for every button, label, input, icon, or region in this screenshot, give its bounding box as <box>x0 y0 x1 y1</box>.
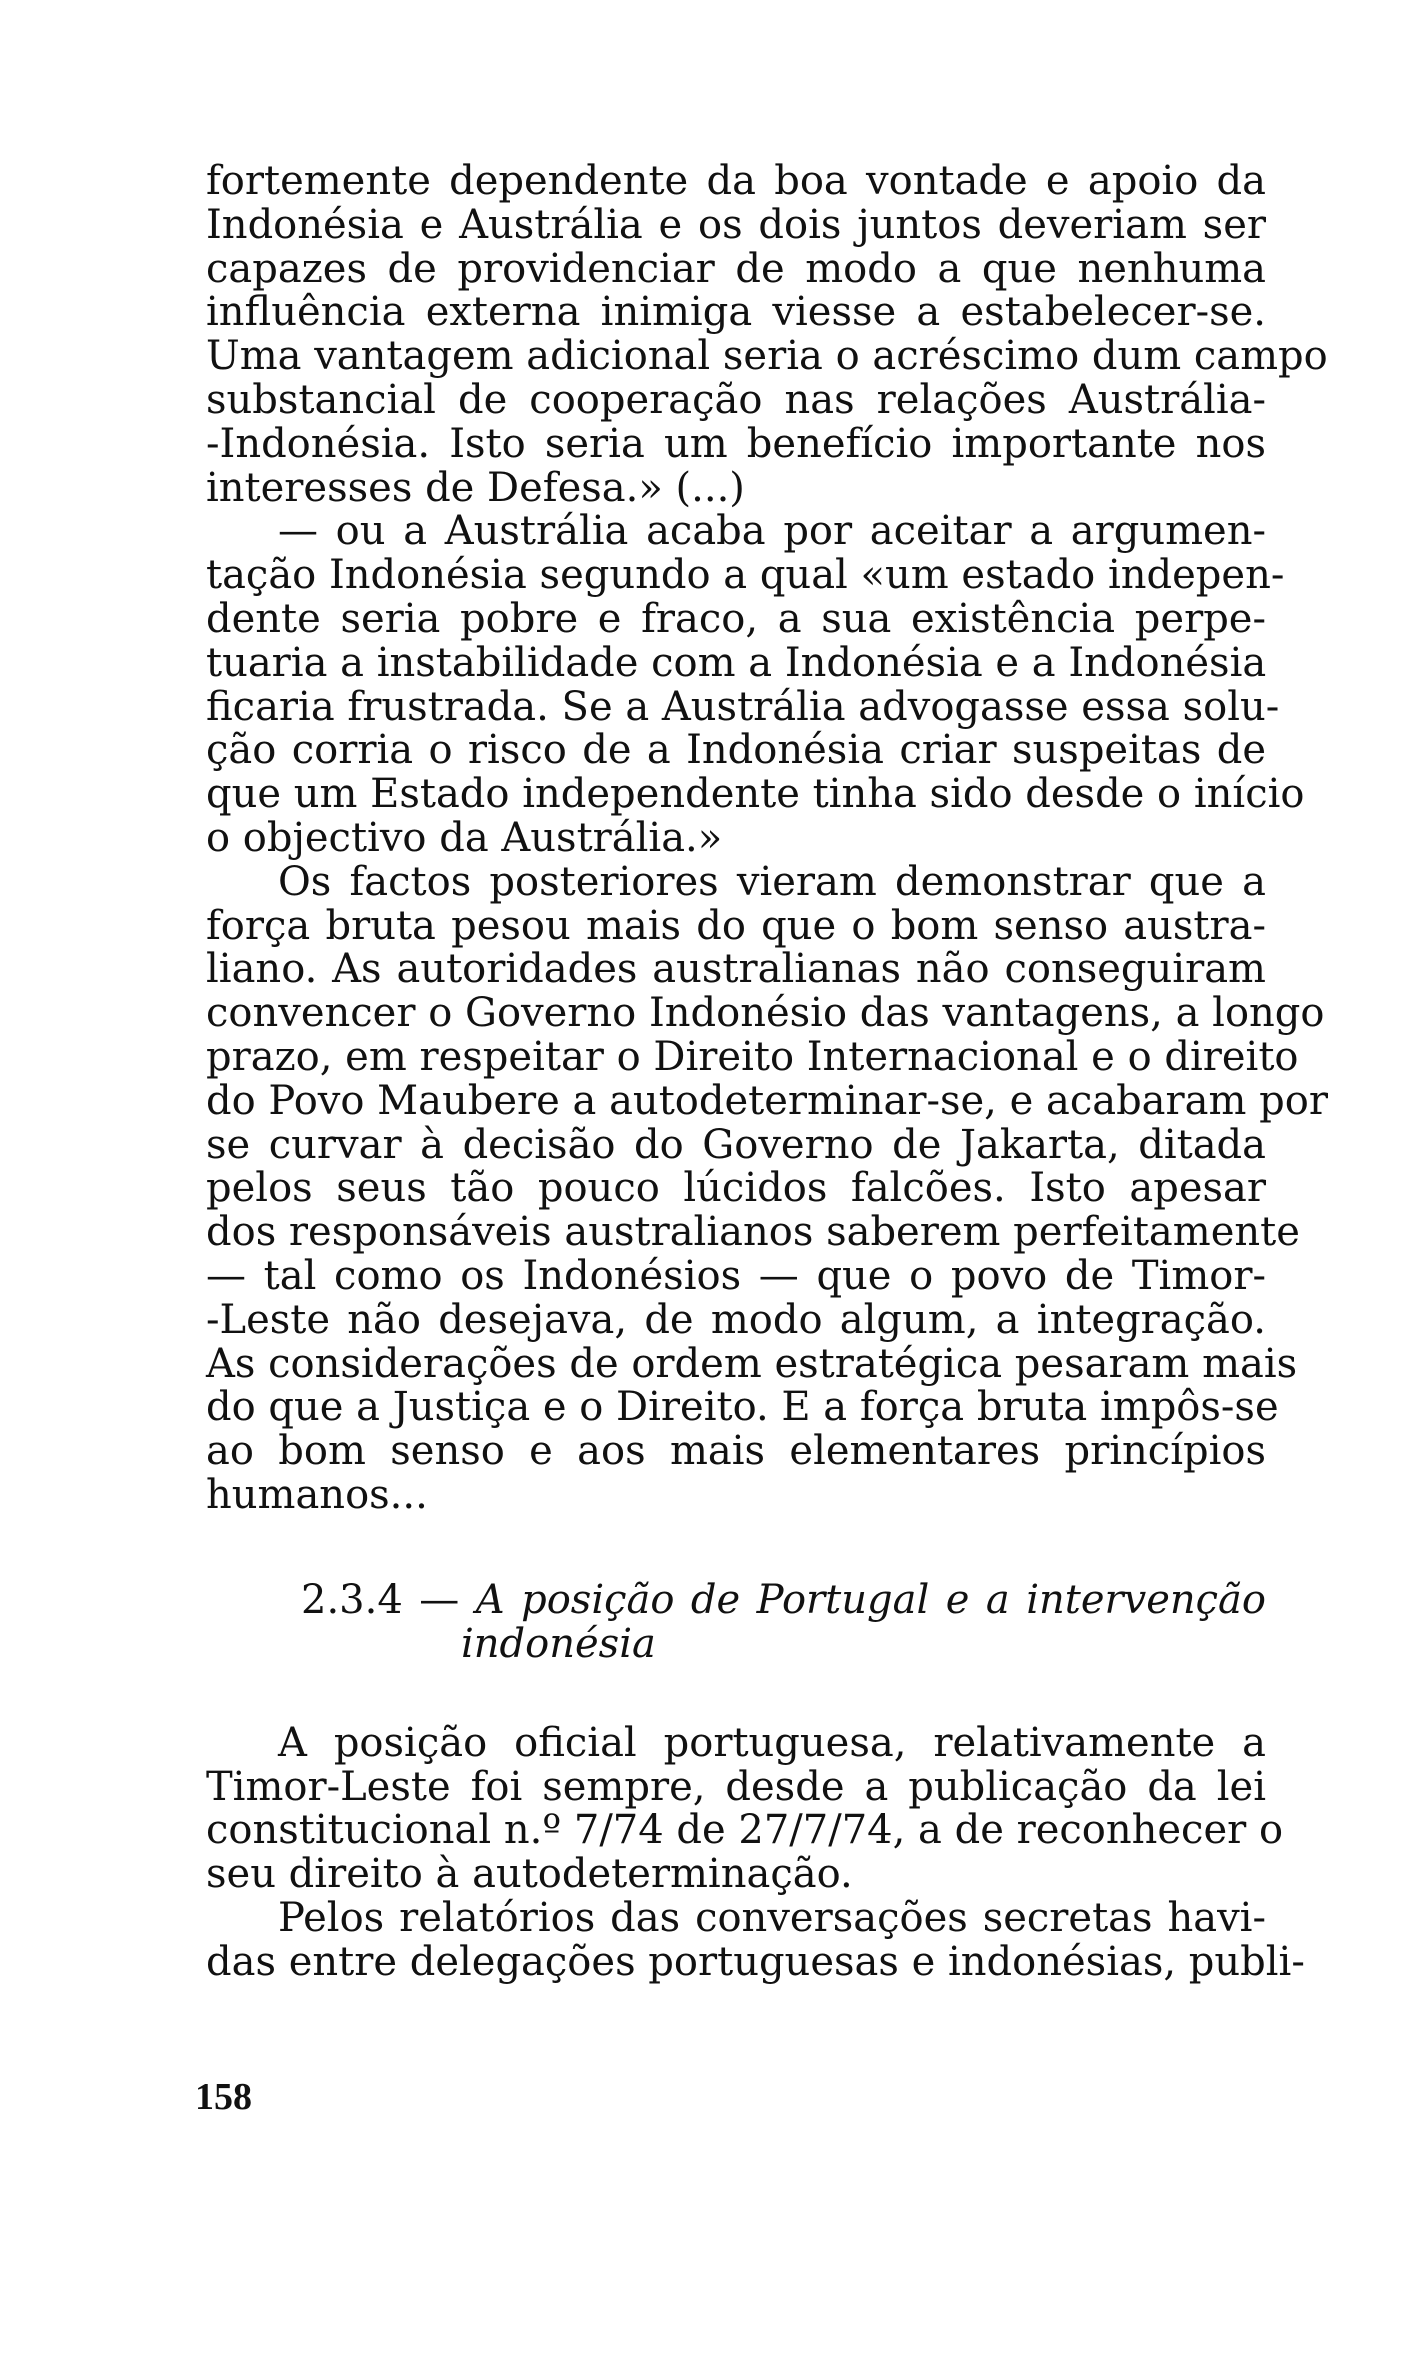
text-line: influência externa inimiga viesse a estabelecer-se. <box>206 289 1266 336</box>
text-line: capazes de providenciar de modo a que nenhuma <box>206 245 1266 292</box>
text-line: Indonésia e Austrália e os dois juntos deveriam ser <box>206 201 1266 248</box>
text-line: o objectivo da Austrália.» <box>206 814 723 861</box>
text-line: — ou a Austrália acaba por aceitar a argumen- <box>278 508 1266 555</box>
text-line: ficaria frustrada. Se a Austrália advogasse essa solu- <box>206 683 1280 730</box>
text-line: seu direito à autodeterminação. <box>206 1851 853 1898</box>
page-number: 158 <box>195 2076 252 2118</box>
section-heading-line <box>301 1578 1266 1622</box>
text-line: ção corria o risco de a Indonésia criar suspeitas de <box>206 727 1266 774</box>
section-title: A posição de Portugal e a intervenção <box>475 1576 1266 1623</box>
text-line: ao bom senso e aos mais elementares princípios <box>206 1428 1266 1475</box>
text-line: que um Estado independente tinha sido desde o início <box>206 771 1305 818</box>
text-line: liano. As autoridades australianas não conseguiram <box>206 946 1266 993</box>
text-line: dos responsáveis australianos saberem perfeitamente <box>206 1209 1300 1256</box>
section-heading <box>206 1578 1266 1666</box>
text-line: Uma vantagem adicional seria o acréscimo dum campo <box>206 333 1328 380</box>
text-line: Os factos posteriores vieram demonstrar que a <box>278 858 1266 905</box>
text-line: força bruta pesou mais do que o bom senso austra- <box>206 902 1266 949</box>
text-line: humanos... <box>206 1471 428 1518</box>
text-line: Pelos relatórios das conversações secretas havi- <box>278 1894 1266 1941</box>
text-line: tuaria a instabilidade com a Indonésia e a Indonésia <box>206 639 1267 686</box>
text-line: tação Indonésia segundo a qual «um estado indepen- <box>206 552 1285 599</box>
paragraph-continuation-quote <box>206 158 1328 511</box>
text-line: convencer o Governo Indonésio das vantagens, a longo <box>206 990 1325 1037</box>
paragraph-secret-reports <box>206 1894 1305 1985</box>
section-number: 2.3.4 — <box>301 1576 476 1623</box>
paragraph-facts <box>206 858 1328 1518</box>
text-line: -Indonésia. Isto seria um benefício importante nos <box>206 420 1266 467</box>
text-line: substancial de cooperação nas relações Austrália- <box>206 376 1266 423</box>
text-line: -Leste não desejava, de modo algum, a integração. <box>206 1296 1266 1343</box>
paragraph-portugal-position <box>206 1719 1284 1898</box>
text-line: prazo, em respeitar o Direito Internacional e o direito <box>206 1033 1299 1080</box>
text-line: Timor-Leste foi sempre, desde a publicação da lei <box>206 1763 1266 1810</box>
text-line: dente seria pobre e fraco, a sua existência perpe- <box>206 595 1266 642</box>
section-title-continuation: indonésia <box>461 1620 656 1667</box>
text-line: das entre delegações portuguesas e indonésias, publi- <box>206 1938 1305 1985</box>
text-line: interesses de Defesa.» (...) <box>206 464 745 511</box>
book-page-body <box>206 158 1328 1985</box>
text-line: se curvar à decisão do Governo de Jakarta, ditada <box>206 1121 1266 1168</box>
text-line: do Povo Maubere a autodeterminar-se, e acabaram por <box>206 1077 1328 1124</box>
text-line: do que a Justiça e o Direito. E a força bruta impôs-se <box>206 1384 1279 1431</box>
text-line: A posição oficial portuguesa, relativamente a <box>278 1719 1266 1766</box>
text-line: fortemente dependente da boa vontade e apoio da <box>206 158 1266 204</box>
text-line: — tal como os Indonésios — que o povo de Timor- <box>206 1252 1266 1299</box>
text-line: pelos seus tão pouco lúcidos falcões. Isto apesar <box>206 1165 1266 1212</box>
paragraph-alternative <box>206 508 1305 861</box>
text-line: As considerações de ordem estratégica pesaram mais <box>206 1340 1298 1387</box>
text-line: constitucional n.º 7/74 de 27/7/74, a de reconhecer o <box>206 1807 1284 1854</box>
